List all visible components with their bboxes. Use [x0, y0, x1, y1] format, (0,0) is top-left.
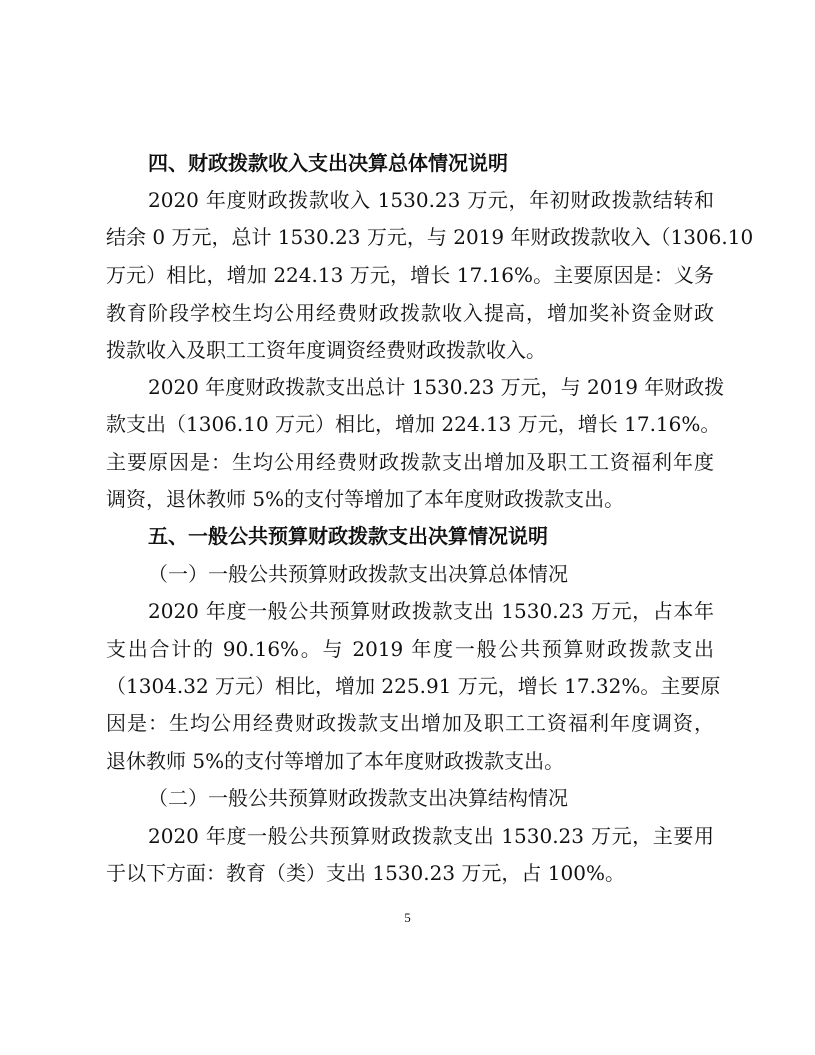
paragraph-line: 因是：生均公用经费财政拨款支出增加及职工工资福利年度调资，	[106, 711, 714, 735]
paragraph-line: 2020 年度一般公共预算财政拨款支出 1530.23 万元，主要用	[148, 824, 714, 848]
section-heading: 五、一般公共预算财政拨款支出决算情况说明	[148, 524, 548, 548]
paragraph-line: 万元）相比，增加 224.13 万元，增长 17.16%。主要原因是：义务	[106, 263, 714, 287]
paragraph-line: 调资，退休教师 5%的支付等增加了本年度财政拨款支出。	[106, 487, 625, 511]
page-number: 5	[404, 910, 411, 925]
paragraph-line: 2020 年度财政拨款收入 1530.23 万元，年初财政拨款结转和	[148, 188, 714, 212]
paragraph-line: 主要原因是：生均公用经费财政拨款支出增加及职工工资福利年度	[106, 450, 714, 474]
subsection-heading: （二）一般公共预算财政拨款支出决算结构情况	[148, 786, 568, 810]
paragraph-line: 拨款收入及职工工资年度调资经费财政拨款收入。	[106, 338, 546, 362]
paragraph-line: 退休教师 5%的支付等增加了本年度财政拨款支出。	[106, 749, 565, 773]
paragraph-line: 款支出（1306.10 万元）相比，增加 224.13 万元，增长 17.16%。	[106, 412, 721, 436]
paragraph-line: 支出合计的 90.16%。与 2019 年度一般公共预算财政拨款支出	[106, 637, 714, 661]
paragraph-line: 结余 0 万元，总计 1530.23 万元，与 2019 年财政拨款收入（1306.10	[106, 225, 754, 249]
paragraph-line: （1304.32 万元）相比，增加 225.91 万元，增长 17.32%。主要原	[106, 674, 721, 698]
section-heading: 四、财政拨款收入支出决算总体情况说明	[148, 151, 508, 175]
subsection-heading: （一）一般公共预算财政拨款支出决算总体情况	[148, 562, 568, 586]
paragraph-line: 2020 年度财政拨款支出总计 1530.23 万元，与 2019 年财政拨	[148, 375, 725, 399]
paragraph-line: 教育阶段学校生均公用经费财政拨款收入提高，增加奖补资金财政	[106, 301, 714, 325]
paragraph-line: 2020 年度一般公共预算财政拨款支出 1530.23 万元，占本年	[148, 599, 714, 623]
paragraph-line: 于以下方面：教育（类）支出 1530.23 万元，占 100%。	[106, 861, 625, 885]
